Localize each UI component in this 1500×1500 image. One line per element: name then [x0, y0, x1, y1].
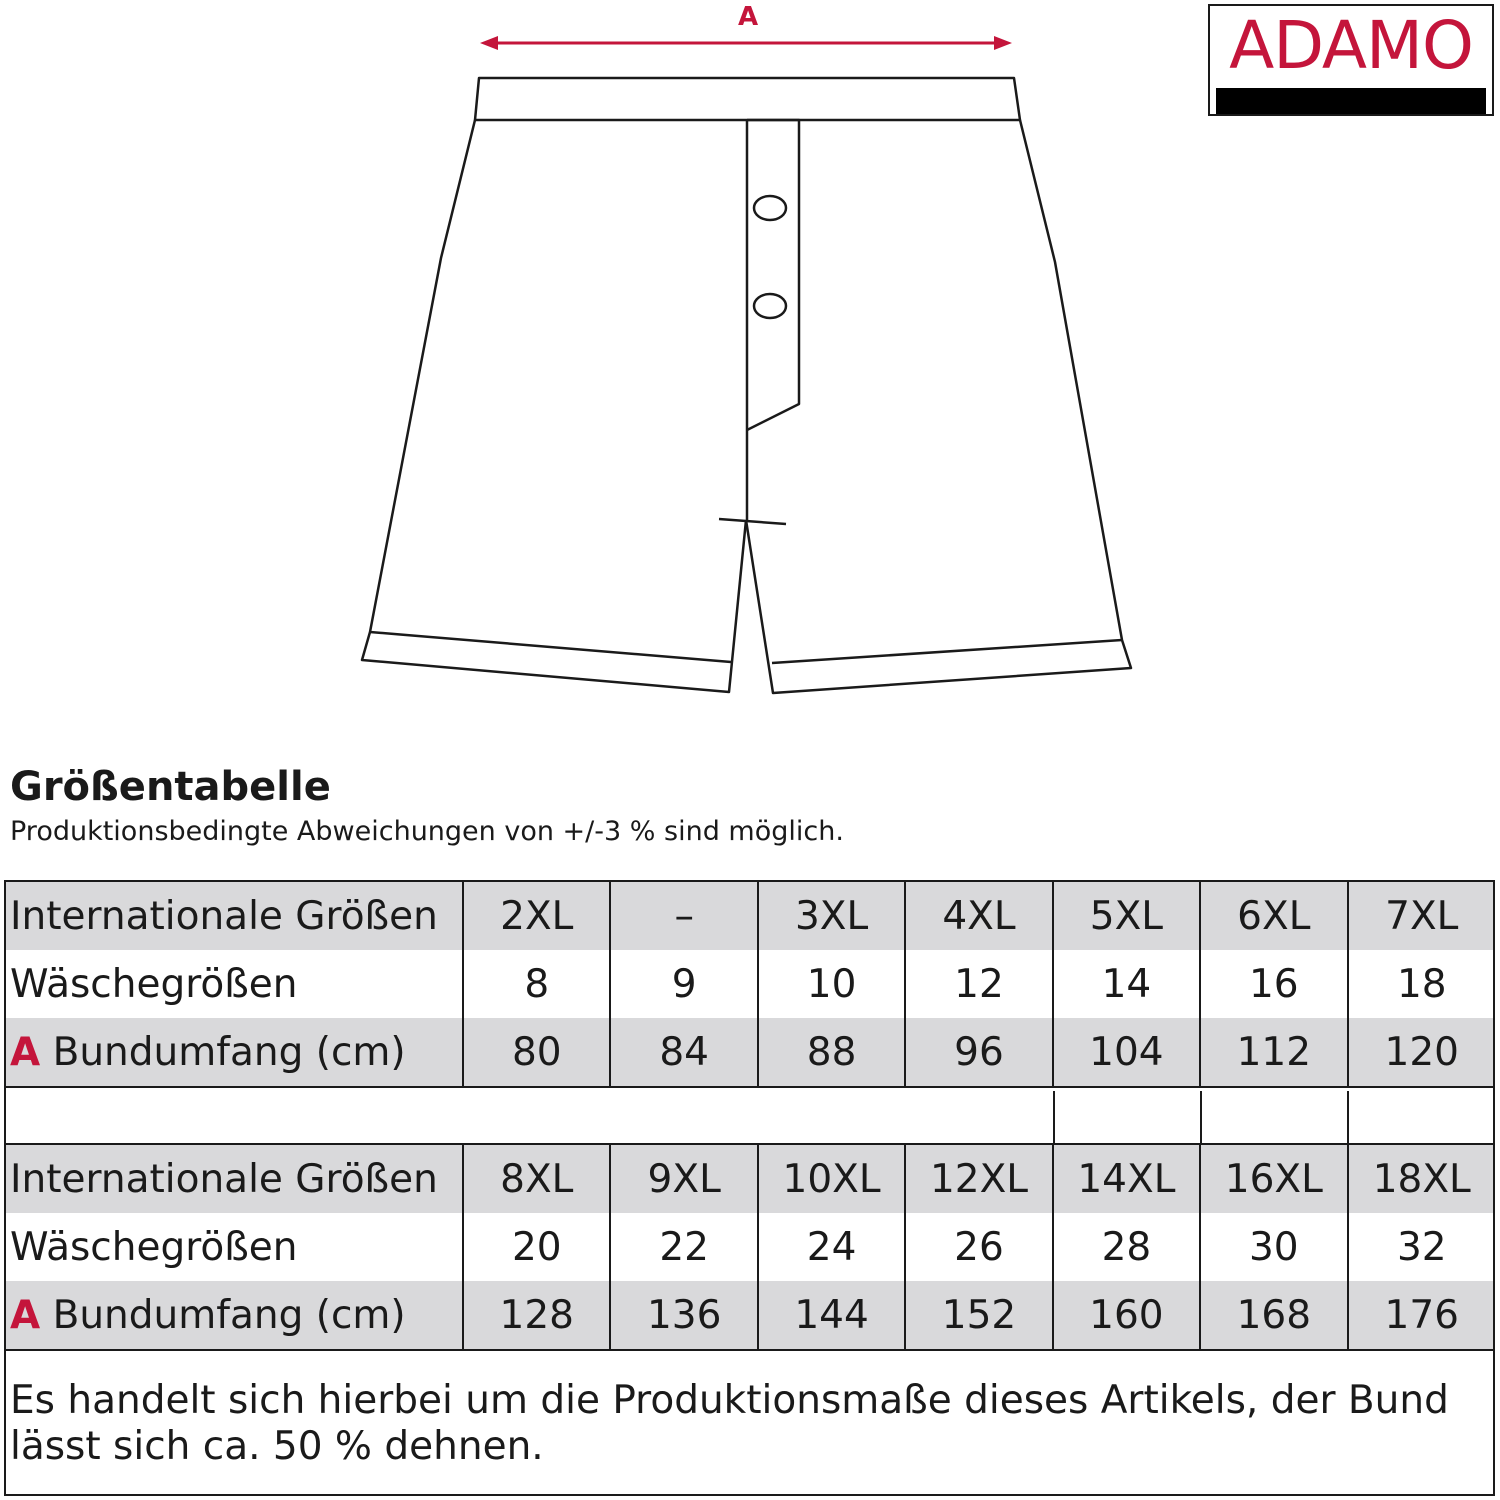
table-cell: 96 [905, 1018, 1052, 1087]
table-cell: 12XL [905, 1144, 1052, 1213]
table-cell: 14 [1053, 950, 1200, 1018]
table-cell: 14XL [1053, 1144, 1200, 1213]
table-cell: 2XL [463, 881, 610, 950]
table-cell: 28 [1053, 1213, 1200, 1281]
table-cell: 88 [758, 1018, 905, 1087]
table-row [4, 1018, 1495, 1087]
table-cell: 80 [463, 1018, 610, 1087]
button-icon [754, 196, 786, 220]
table-cell: 22 [610, 1213, 757, 1281]
table-cell: 6XL [1200, 881, 1347, 950]
table-row [4, 1144, 1495, 1213]
table-cell: 16 [1200, 950, 1347, 1018]
right-leg-outline [746, 120, 1131, 693]
table-cell: 104 [1053, 1018, 1200, 1087]
column-divider [1200, 1091, 1202, 1143]
table-cell: 8 [463, 950, 610, 1018]
table-cell: 168 [1200, 1281, 1347, 1350]
table-cell: 8XL [463, 1144, 610, 1213]
table-cell: 5XL [1053, 881, 1200, 950]
table-cell: 26 [905, 1213, 1052, 1281]
dimension-label-a: A [737, 2, 759, 32]
dimension-arrow-a [480, 36, 1012, 50]
table-cell: 3XL [758, 881, 905, 950]
fly-placket [747, 120, 799, 430]
waistband-outline [475, 78, 1020, 120]
table-cell: 152 [905, 1281, 1052, 1350]
table-row [4, 950, 1495, 1018]
table-cell: 16XL [1200, 1144, 1347, 1213]
table-cell: 160 [1053, 1281, 1200, 1350]
right-hem-line [772, 640, 1122, 663]
table-cell: 144 [758, 1281, 905, 1350]
table-cell: 136 [610, 1281, 757, 1350]
table-cell: 120 [1348, 1018, 1495, 1087]
table-cell: 20 [463, 1213, 610, 1281]
table-cell: 9 [610, 950, 757, 1018]
table-cell: 24 [758, 1213, 905, 1281]
dimension-marker: A [10, 1029, 41, 1075]
row-label-text: Bundumfang (cm) [40, 1292, 406, 1338]
brand-logo-bar [1216, 88, 1486, 114]
table-row [4, 1281, 1495, 1350]
divider [4, 1494, 1495, 1496]
size-table-2 [4, 1143, 1495, 1351]
table-cell: 10XL [758, 1144, 905, 1213]
table-cell: 10 [758, 950, 905, 1018]
page-subtitle: Produktionsbedingte Abweichungen von +/-3 % sind möglich. [10, 816, 844, 847]
table-row [4, 881, 1495, 950]
brand-logo [1208, 4, 1494, 116]
table-cell: 7XL [1348, 881, 1495, 950]
row-label-text: Bundumfang (cm) [40, 1029, 406, 1075]
column-divider [1347, 1091, 1349, 1143]
table-cell: 112 [1200, 1018, 1347, 1087]
row-label: Internationale Größen [4, 881, 463, 950]
table-cell: 30 [1200, 1213, 1347, 1281]
page-title: Größentabelle [10, 764, 331, 810]
table-cell: 84 [610, 1018, 757, 1087]
left-hem-line [370, 632, 731, 662]
brand-logo-text: ADAMO [1229, 7, 1473, 84]
table-cell: 32 [1348, 1213, 1495, 1281]
button-icon [754, 294, 786, 318]
table-cell: 18XL [1348, 1144, 1495, 1213]
row-label: Wäschegrößen [10, 1224, 298, 1270]
table-cell: 128 [463, 1281, 610, 1350]
stretch-note: Es handelt sich hierbei um die Produktionsmaße dieses Artikels, der Bund lässt sich ca. 50 % dehnen. [10, 1378, 1449, 1469]
column-divider [1053, 1091, 1055, 1143]
table-cell: 176 [1348, 1281, 1495, 1350]
row-label [4, 1281, 463, 1350]
size-table-1 [4, 880, 1495, 1088]
bartack-line [719, 519, 786, 524]
table-cell: 12 [905, 950, 1052, 1018]
dimension-marker: A [10, 1292, 41, 1338]
table-row [4, 1213, 1495, 1281]
table-cell: – [610, 881, 757, 950]
row-label: Internationale Größen [4, 1144, 463, 1213]
table-cell: 18 [1348, 950, 1495, 1018]
table-cell: 9XL [610, 1144, 757, 1213]
table-cell: 4XL [905, 881, 1052, 950]
row-label [4, 1018, 463, 1087]
row-label: Wäschegrößen [10, 961, 298, 1007]
left-leg-outline [362, 120, 746, 692]
